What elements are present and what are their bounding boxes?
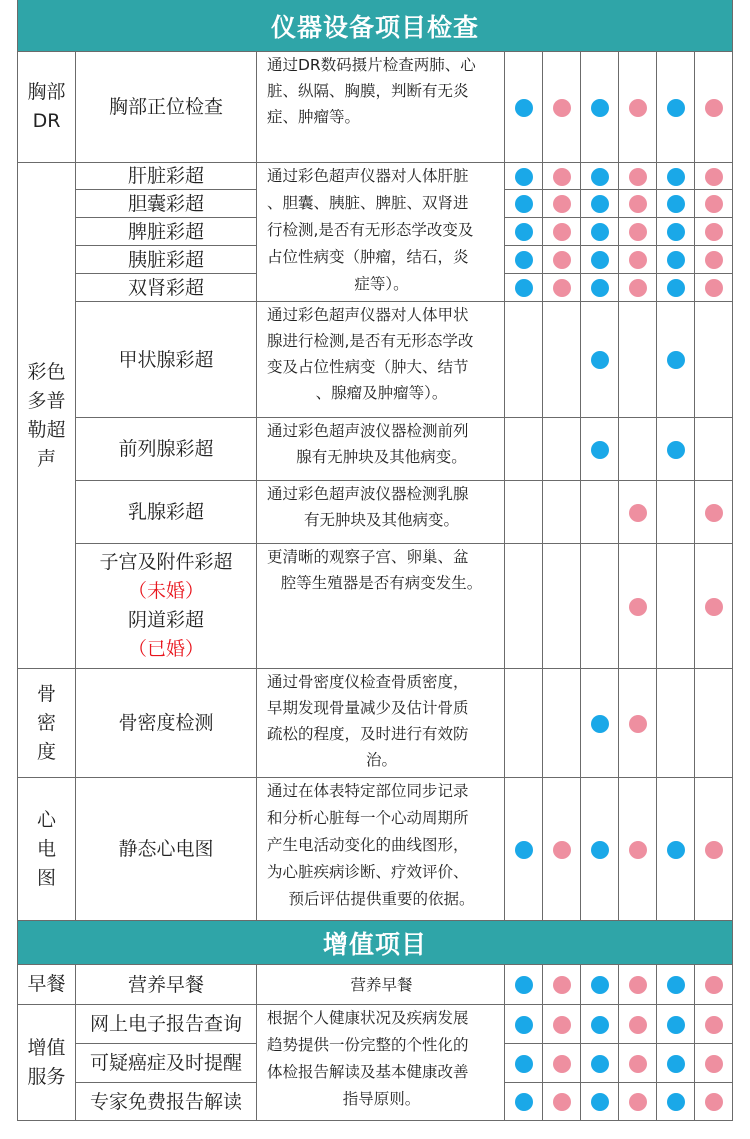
- category-added-service: 增值服务: [17, 1005, 76, 1121]
- included-dot-blue: [667, 1016, 685, 1034]
- included-dot-pink: [705, 99, 723, 117]
- package-cell: [505, 544, 543, 669]
- package-cell: [543, 481, 581, 544]
- included-dot-blue: [591, 841, 609, 859]
- item-thyroid-ultrasound: 甲状腺彩超: [76, 302, 257, 418]
- included-dot-pink: [629, 251, 647, 269]
- included-dot-blue: [515, 223, 533, 241]
- package-cell: [505, 669, 543, 778]
- included-dot-pink: [553, 279, 571, 297]
- item-bone-density: 骨密度检测: [76, 669, 257, 778]
- included-dot-blue: [591, 976, 609, 994]
- included-dot-pink: [629, 223, 647, 241]
- included-dot-pink: [553, 1016, 571, 1034]
- included-dot-blue: [591, 1093, 609, 1111]
- included-dot-blue: [515, 99, 533, 117]
- included-dot-blue: [515, 251, 533, 269]
- included-dot-blue: [591, 715, 609, 733]
- included-dot-blue: [591, 279, 609, 297]
- included-dot-pink: [705, 223, 723, 241]
- item-ecg: 静态心电图: [76, 778, 257, 921]
- category-ultrasound: 彩色多普勒超声: [17, 163, 76, 669]
- included-dot-blue: [591, 1016, 609, 1034]
- included-dot-blue: [515, 279, 533, 297]
- label-married: （已婚）: [127, 638, 204, 660]
- included-dot-pink: [553, 1093, 571, 1111]
- included-dot-blue: [515, 1055, 533, 1073]
- included-dot-pink: [553, 168, 571, 186]
- included-dot-pink: [705, 841, 723, 859]
- included-dot-blue: [667, 351, 685, 369]
- included-dot-pink: [705, 1093, 723, 1111]
- package-cell: [505, 418, 543, 481]
- included-dot-blue: [667, 976, 685, 994]
- included-dot-blue: [591, 351, 609, 369]
- item-gynecologic-ultrasound: [76, 544, 257, 669]
- included-dot-blue: [667, 251, 685, 269]
- package-cell: [581, 544, 619, 669]
- category-breakfast: 早餐: [17, 965, 76, 1005]
- included-dot-blue: [591, 99, 609, 117]
- package-cell: [543, 544, 581, 669]
- package-cell: [543, 302, 581, 418]
- package-cell: [695, 302, 733, 418]
- included-dot-pink: [629, 168, 647, 186]
- included-dot-pink: [629, 1016, 647, 1034]
- item-breast-ultrasound: 乳腺彩超: [76, 481, 257, 544]
- section-header-added-value: 增值项目: [17, 921, 733, 965]
- desc-gynecologic-ultrasound: 更清晰的观察子宫、卵巢、盆 腔等生殖器是否有病变发生。: [257, 544, 505, 669]
- included-dot-blue: [515, 195, 533, 213]
- included-dot-pink: [705, 976, 723, 994]
- included-dot-blue: [591, 195, 609, 213]
- desc-ecg: 通过在体表特定部位同步记录 和分析心脏每一个心动周期所 产生电活动变化的曲线图形， 为心脏疾病诊断、疗效评价、 预后评估提供重要的依据。: [257, 778, 505, 921]
- package-cell: [581, 481, 619, 544]
- section-header-equipment: 仪器设备项目检查: [17, 0, 733, 52]
- item-breakfast: 营养早餐: [76, 965, 257, 1005]
- included-dot-blue: [591, 1055, 609, 1073]
- included-dot-pink: [705, 168, 723, 186]
- desc-thyroid-ultrasound: 通过彩色超声仪器对人体甲状 腺进行检测,是否有无形态学改 变及占位性病变（肿大、结节 、腺瘤及肿瘤等）。: [257, 302, 505, 418]
- included-dot-pink: [629, 1093, 647, 1111]
- item-expert-report: 专家免费报告解读: [76, 1083, 257, 1121]
- included-dot-blue: [591, 223, 609, 241]
- included-dot-pink: [629, 195, 647, 213]
- included-dot-blue: [667, 1093, 685, 1111]
- package-cell: [505, 302, 543, 418]
- included-dot-pink: [553, 223, 571, 241]
- label-unmarried: （未婚）: [127, 580, 204, 602]
- included-dot-blue: [667, 195, 685, 213]
- included-dot-blue: [515, 168, 533, 186]
- item-online-report: 网上电子报告查询: [76, 1005, 257, 1044]
- included-dot-pink: [705, 598, 723, 616]
- package-cell: [695, 418, 733, 481]
- included-dot-pink: [629, 99, 647, 117]
- included-dot-blue: [667, 1055, 685, 1073]
- included-dot-pink: [705, 195, 723, 213]
- included-dot-pink: [553, 251, 571, 269]
- included-dot-pink: [553, 976, 571, 994]
- included-dot-blue: [667, 841, 685, 859]
- included-dot-blue: [667, 279, 685, 297]
- package-cell: [543, 669, 581, 778]
- included-dot-pink: [629, 598, 647, 616]
- included-dot-blue: [515, 1093, 533, 1111]
- package-cell: [543, 418, 581, 481]
- item-spleen-ultrasound: 脾脏彩超: [76, 218, 257, 246]
- included-dot-pink: [553, 1055, 571, 1073]
- included-dot-blue: [667, 168, 685, 186]
- package-cell: [619, 418, 657, 481]
- category-chest-dr: 胸部DR: [17, 52, 76, 163]
- item-prostate-ultrasound: 前列腺彩超: [76, 418, 257, 481]
- item-vaginal-ultrasound: 阴道彩超: [127, 609, 204, 631]
- package-cell: [657, 481, 695, 544]
- included-dot-blue: [591, 441, 609, 459]
- included-dot-blue: [515, 841, 533, 859]
- included-dot-pink: [629, 279, 647, 297]
- item-kidney-ultrasound: 双肾彩超: [76, 274, 257, 302]
- item-chest-dr: 胸部正位检查: [76, 52, 257, 163]
- item-gallbladder-ultrasound: 胆囊彩超: [76, 190, 257, 218]
- package-cell: [657, 544, 695, 669]
- included-dot-blue: [591, 251, 609, 269]
- desc-breast-ultrasound: 通过彩色超声波仪器检测乳腺 有无肿块及其他病变。: [257, 481, 505, 544]
- desc-chest-dr: 通过DR数码摄片检查两肺、心 脏、纵隔、胸膜，判断有无炎 症、肿瘤等。: [257, 52, 505, 163]
- included-dot-pink: [705, 279, 723, 297]
- included-dot-pink: [629, 976, 647, 994]
- included-dot-pink: [629, 504, 647, 522]
- included-dot-blue: [515, 1016, 533, 1034]
- included-dot-pink: [553, 841, 571, 859]
- item-uterus-ultrasound: 子宫及附件彩超: [99, 551, 233, 573]
- included-dot-pink: [553, 195, 571, 213]
- package-cell: [657, 669, 695, 778]
- included-dot-pink: [705, 1016, 723, 1034]
- desc-breakfast: 营养早餐: [257, 965, 505, 1005]
- item-pancreas-ultrasound: 胰脏彩超: [76, 246, 257, 274]
- package-cell: [619, 302, 657, 418]
- included-dot-blue: [667, 441, 685, 459]
- item-liver-ultrasound: 肝脏彩超: [76, 163, 257, 190]
- desc-bone-density: 通过骨密度仪检查骨质密度， 早期发现骨量减少及估计骨质 疏松的程度，及时进行有效防 治。: [257, 669, 505, 778]
- included-dot-pink: [629, 1055, 647, 1073]
- package-cell: [695, 669, 733, 778]
- included-dot-pink: [629, 715, 647, 733]
- included-dot-blue: [667, 223, 685, 241]
- included-dot-blue: [515, 976, 533, 994]
- category-bone-density: 骨密度: [17, 669, 76, 778]
- included-dot-pink: [629, 841, 647, 859]
- item-cancer-alert: 可疑癌症及时提醒: [76, 1044, 257, 1083]
- included-dot-pink: [705, 1055, 723, 1073]
- desc-prostate-ultrasound: 通过彩色超声波仪器检测前列 腺有无肿块及其他病变。: [257, 418, 505, 481]
- category-ecg: 心电图: [17, 778, 76, 921]
- included-dot-pink: [705, 251, 723, 269]
- package-cell: [505, 481, 543, 544]
- included-dot-pink: [553, 99, 571, 117]
- desc-added-service: 根据个人健康状况及疾病发展 趋势提供一份完整的个性化的 体检报告解读及基本健康改善 指导原则。: [257, 1005, 505, 1121]
- included-dot-blue: [667, 99, 685, 117]
- desc-abdominal-ultrasound: 通过彩色超声仪器对人体肝脏 、胆囊、胰脏、脾脏、双肾进 行检测,是否有无形态学改变及 占位性病变（肿瘤，结石，炎 症等）。: [257, 163, 505, 302]
- included-dot-blue: [591, 168, 609, 186]
- included-dot-pink: [705, 504, 723, 522]
